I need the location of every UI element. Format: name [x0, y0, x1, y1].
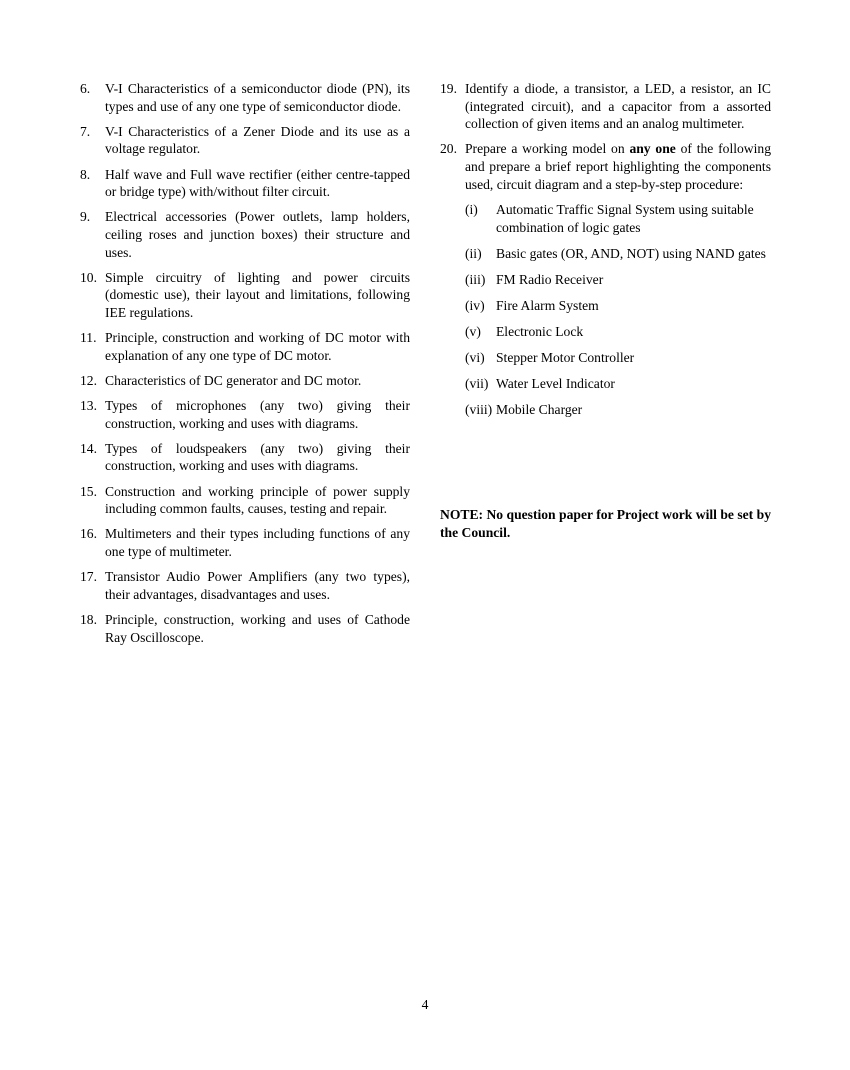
- sub-item-text: Electronic Lock: [496, 323, 584, 339]
- list-item: [80, 440, 410, 475]
- list-item: [80, 80, 410, 115]
- sub-item-text: Basic gates (OR, AND, NOT) using NAND gates: [496, 245, 766, 261]
- sub-item-number: (iii): [465, 271, 486, 287]
- list-item: [80, 166, 410, 201]
- list-item: [80, 397, 410, 432]
- item-number: 20.: [440, 141, 457, 157]
- left-column: [80, 80, 410, 654]
- item-text-end: of the following and prepare a brief report highlighting the components used, circuit diagram and a step-by-step procedure:: [465, 141, 771, 192]
- item-text: Identify a diode, a transistor, a LED, a resistor, an IC (integrated circuit), and a capacitor from a assorted collection of given items and an analog multimeter.: [465, 81, 771, 132]
- item-text: Multimeters and their types including functions of any one type of multimeter.: [105, 526, 410, 559]
- list-item: [80, 208, 410, 261]
- list-item: [440, 80, 771, 133]
- sub-list-item: [465, 401, 771, 419]
- sub-item-number: (vi): [465, 349, 485, 365]
- item-number: 11.: [80, 330, 97, 346]
- item-text: Types of loudspeakers (any two) giving their construction, working and uses with diagrams.: [105, 440, 410, 474]
- item-text: Principle, construction and working of DC motor with explanation of any one type of DC motor.: [105, 330, 410, 363]
- list-item: [80, 269, 410, 322]
- sub-item-text: FM Radio Receiver: [496, 271, 604, 287]
- sub-item-text: Automatic Traffic Signal System using suitable combination of logic gates: [496, 202, 754, 235]
- item-text: Simple circuitry of lighting and power circuits (domestic use), their layout and limitations, following IEE regulations.: [105, 269, 410, 320]
- list-item: [80, 329, 410, 364]
- right-column: [440, 80, 771, 427]
- sub-item-text: Fire Alarm System: [496, 297, 599, 313]
- list-item: [80, 611, 410, 646]
- list-item: [440, 140, 771, 193]
- item-number: 16.: [80, 526, 97, 542]
- item-text: Half wave and Full wave rectifier (either centre-tapped or bridge type) with/without filter circuit.: [105, 166, 410, 200]
- sub-list-item: [465, 375, 771, 393]
- note-text: NOTE: No question paper for Project work will be set by the Council.: [440, 507, 771, 540]
- item-number: 8.: [80, 166, 91, 182]
- item-number: 13.: [80, 398, 97, 414]
- emphasis-text: any one: [629, 141, 676, 157]
- item-number: 7.: [80, 123, 91, 139]
- item-text: Principle, construction, working and uses of Cathode Ray Oscilloscope.: [105, 611, 410, 645]
- item-number: 17.: [80, 569, 97, 585]
- item-number: 14.: [80, 440, 97, 456]
- item-number: 15.: [80, 483, 97, 499]
- item-text: Characteristics of DC generator and DC motor.: [105, 372, 362, 388]
- item-text: [465, 140, 771, 193]
- item-number: 9.: [80, 209, 91, 225]
- item-text: Types of microphones (any two) giving their construction, working and uses with diagrams.: [105, 398, 410, 431]
- sub-item-number: (ii): [465, 245, 482, 261]
- sub-list-item: [465, 323, 771, 341]
- item-text-start: Prepare a working model on: [465, 141, 630, 157]
- sub-list-item: [465, 271, 771, 289]
- list-item: [80, 372, 410, 390]
- sub-item-text: Stepper Motor Controller: [496, 349, 635, 365]
- sub-item-number: (iv): [465, 297, 485, 313]
- sub-item-number: (vii): [465, 375, 489, 391]
- sub-list: [465, 201, 771, 418]
- item-text: Transistor Audio Power Amplifiers (any two types), their advantages, disadvantages and uses.: [105, 569, 410, 602]
- sub-list-item: [465, 201, 771, 236]
- item-text: V-I Characteristics of a semiconductor diode (PN), its types and use of any one type of semiconductor diode.: [105, 81, 410, 114]
- sub-list-item: [465, 245, 771, 263]
- page-number: 4: [421, 997, 429, 1012]
- item-number: 12.: [80, 372, 97, 388]
- list-item: [80, 568, 410, 603]
- item-number: 19.: [440, 81, 457, 96]
- sub-item-text: Mobile Charger: [496, 401, 583, 417]
- sub-list-item: [465, 349, 771, 367]
- item-text: Construction and working principle of power supply including common faults, causes, testing and repair.: [105, 483, 410, 517]
- list-item: [80, 123, 410, 158]
- sub-item-number: (i): [465, 202, 478, 218]
- sub-item-number: (v): [465, 323, 481, 339]
- item-number: 18.: [80, 611, 97, 627]
- list-item: [80, 483, 410, 518]
- sub-item-text: Water Level Indicator: [496, 375, 615, 391]
- list-item: [80, 525, 410, 560]
- sub-list-item: [465, 297, 771, 315]
- item-text: Electrical accessories (Power outlets, lamp holders, ceiling roses and junction boxes) their structure and uses.: [105, 209, 410, 260]
- item-number: 10.: [80, 269, 97, 285]
- item-text: V-I Characteristics of a Zener Diode and its use as a voltage regulator.: [105, 123, 410, 157]
- sub-item-number: (viii): [465, 401, 493, 417]
- item-number: 6.: [80, 81, 91, 96]
